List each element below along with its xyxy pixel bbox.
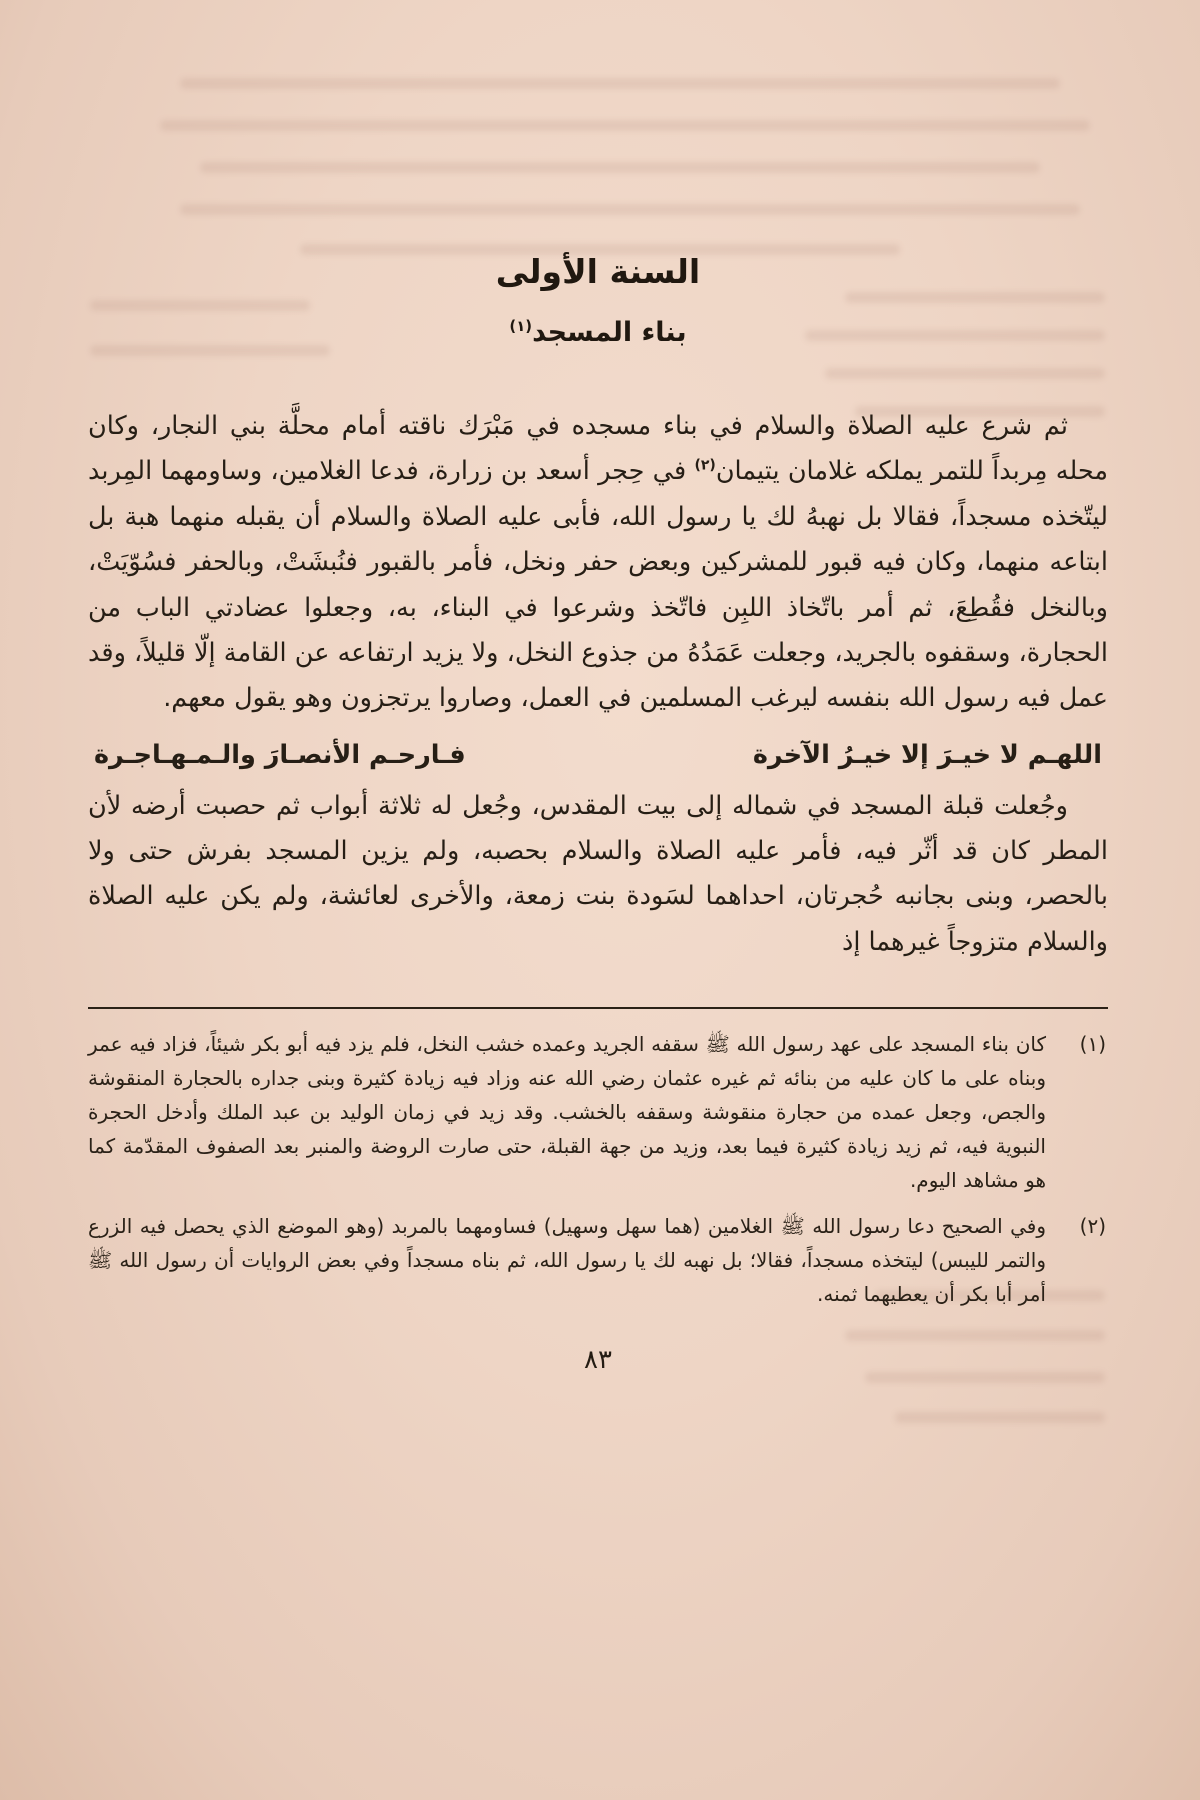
paragraph-1 [88,404,1108,722]
footnote-reference-2: (٢) [694,457,716,474]
section-title [88,317,1108,348]
footnote-1-text: كان بناء المسجد على عهد رسول الله ﷺ سقفه الجريد وعمده خشب النخل، فلم يزد فيه أبو بكر شيئاً، فزاد فيه عمر وبناه على ما كان عليه من بنائه ثم غيره عثمان رضي الله عنه وزاد فيه زيادة كثيرة وبنى جداره بالحجارة المنقوشة والجص، وجعل عمده من حجارة منقوشة وسقفه بالخشب. وقد زيد في زمان الوليد بن عبد الملك وأدخل الحجرة النبوية فيه، ثم زيد زيادة كثيرة فيما بعد، وزيد من جهة القبلة، حتى صارت الروضة والمنبر بعد الصفوف المقدّمة كما هو مشاهد اليوم. [88,1032,1046,1193]
footnote-1-number: (١) [1079,1032,1106,1057]
paragraph-1-text-after: في حِجر أسعد بن زرارة، فدعا الغلامين، وساومهما المِربد ليتّخذه مسجداً، فقالا بل نهبهُ لك يا رسول الله، فأبى عليه الصلاة والسلام أن يقبله منهما هبة بل ابتاعه منهما، وكان فيه قبور للمشركين وبعض حفر ونخل، فأمر بالقبور فنُبشَتْ، وبالحفر فسُوّيَتْ، وبالنخل فقُطِعَ، ثم أمر باتّخاذ اللبِن فاتّخذ وشرعوا في البناء، به، وجعلوا عضادتي الباب من الحجارة، وسقفوه بالجريد، وجعلت عَمَدُهُ من جذوع النخل، ولا يزيد ارتفاعه عن القامة إلّا قليلاً، وقد عمل فيه رسول الله بنفسه ليرغب المسلمين في العمل، وصاروا يرتجزون وهو يقول معهم. [88,456,1108,714]
hemistich-second: فـارحـم الأنصـارَ والـمـهـاجـرة [94,739,466,770]
footnote-2-number: (٢) [1079,1214,1106,1239]
footnote-separator [88,1007,1108,1009]
footnotes-section [88,1027,1108,1311]
footnote-1 [88,1027,1108,1197]
section-title-text: بناء المسجد [532,317,687,348]
footnote-reference-1: (١) [509,317,533,335]
paragraph-1-text-before: ثم شرع عليه الصلاة والسلام في بناء مسجده في مَبْرَك ناقته أمام محلَّة بني النجار، وكان محله مِربداً للتمر يملكه غلامان يتيمان [88,411,1109,487]
footnote-2 [88,1209,1108,1311]
chapter-title: السنة الأولى [495,252,701,291]
poetry-verse [94,740,1102,770]
hemistich-first: اللهـم لا خيـرَ إلا خيـرُ الآخرة [752,739,1102,770]
page-number: ٨٣ [584,1345,612,1376]
footnote-2-text: وفي الصحيح دعا رسول الله ﷺ الغلامين (هما سهل وسهيل) فساومهما بالمربد (وهو الموضع الذي يحصل فيه الزرع والتمر لليبس) ليتخذه مسجداً، فقالا؛ بل نهبه لك يا رسول الله، ثم بناه مسجداً وفي بعض الروايات أن رسول الله ﷺ أمر أبا بكر أن يعطيهما ثمنه. [88,1214,1046,1307]
paragraph-2: وجُعلت قبلة المسجد في شماله إلى بيت المقدس، وجُعل له ثلاثة أبواب ثم حصبت أرضه لأن المطر كان قد أثّر فيه، فأمر عليه الصلاة والسلام بحصبه، ولم يزين المسجد بفرش حتى ولا بالحصر، وبنى بجانبه حُجرتان، احداهما لسَودة بنت زمعة، والأخرى لعائشة، ولم يكن عليه الصلاة والسلام متزوجاً غيرهما إذ [88,790,1108,957]
